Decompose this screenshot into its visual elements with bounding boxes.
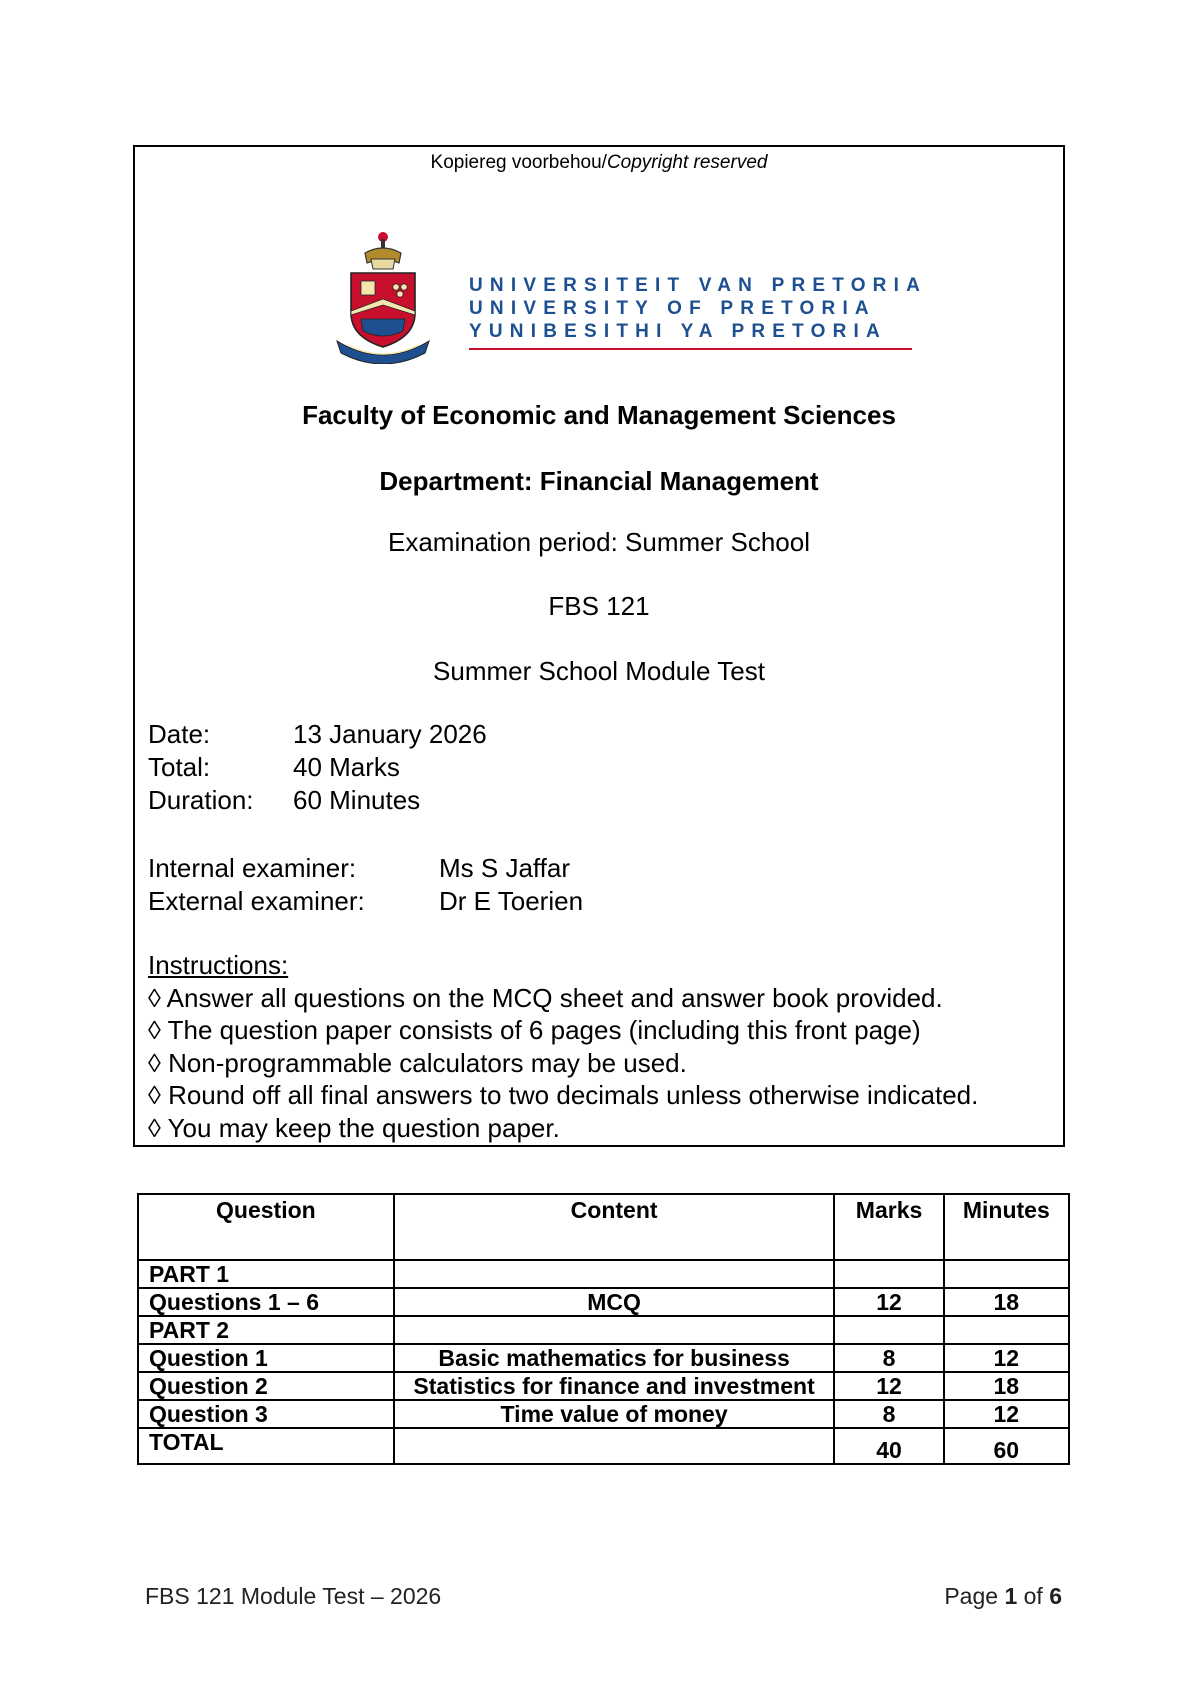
instruction-item: ◊ Answer all questions on the MCQ sheet and answer book provided. [148, 982, 943, 1013]
table-row [138, 1372, 1069, 1400]
header-question: Question [138, 1194, 394, 1260]
instructions-heading: Instructions: [148, 950, 289, 980]
table-row [138, 1400, 1069, 1428]
department-title: Department: Financial Management [379, 466, 819, 496]
exam-period: Examination period: Summer School [388, 527, 810, 557]
university-name-sepedi: YUNIBESITHI YA PRETORIA [469, 321, 887, 342]
marks-summary-table [137, 1193, 1070, 1465]
cell-marks: 8 [834, 1400, 943, 1428]
cell-content [394, 1316, 835, 1344]
copyright-notice: Kopiereg voorbehou/Copyright reserved [430, 152, 768, 173]
instruction-item: ◊ Round off all final answers to two decimals unless otherwise indicated. [148, 1080, 979, 1110]
table-header-row [138, 1194, 1069, 1260]
cell-total-label: TOTAL [138, 1428, 394, 1464]
header-marks: Marks [834, 1194, 943, 1260]
test-name: Summer School Module Test [433, 656, 765, 686]
test-details [148, 718, 487, 817]
total-value: 40 Marks [293, 752, 400, 782]
table-row [138, 1288, 1069, 1316]
cell-content [394, 1260, 835, 1288]
cell-marks [834, 1260, 943, 1288]
module-code: FBS 121 [548, 591, 650, 621]
cell-question: Question 2 [138, 1372, 394, 1400]
faculty-title: Faculty of Economic and Management Sciences [302, 400, 896, 430]
logo-underline [469, 348, 912, 350]
cell-minutes: 18 [944, 1372, 1069, 1400]
duration-value: 60 Minutes [293, 785, 421, 815]
header-content: Content [394, 1194, 835, 1260]
cell-question: PART 1 [138, 1260, 394, 1288]
examiners [148, 852, 583, 918]
cell-minutes [944, 1316, 1069, 1344]
cell-content: Statistics for finance and investment [394, 1372, 835, 1400]
external-examiner-row [148, 885, 583, 918]
cell-total-content [394, 1428, 835, 1464]
total-row [148, 751, 487, 784]
cell-marks: 8 [834, 1344, 943, 1372]
internal-examiner-label: Internal examiner: [148, 853, 357, 883]
cell-marks [834, 1316, 943, 1344]
table-total-row [138, 1428, 1069, 1464]
footer-module-test: FBS 121 Module Test – 2026 [145, 1583, 442, 1609]
cell-total-marks: 40 [834, 1428, 943, 1464]
cell-minutes [944, 1260, 1069, 1288]
cell-total-minutes: 60 [944, 1428, 1069, 1464]
cell-minutes: 12 [944, 1400, 1069, 1428]
cell-content: MCQ [394, 1288, 835, 1316]
instructions [148, 949, 978, 1144]
university-logo [333, 229, 927, 369]
cell-minutes: 18 [944, 1288, 1069, 1316]
instruction-item: ◊ You may keep the question paper. [148, 1112, 560, 1143]
duration-label: Duration: [148, 785, 254, 815]
table-row [138, 1344, 1069, 1372]
instruction-item: ◊ The question paper consists of 6 pages (including this front page) [148, 1015, 921, 1045]
instruction-item: ◊ Non-programmable calculators may be used. [148, 1047, 687, 1078]
date-row [148, 718, 487, 751]
internal-examiner-row [148, 852, 583, 885]
cell-content: Time value of money [394, 1400, 835, 1428]
university-names [469, 274, 927, 343]
footer-page-number: Page 1 of 6 [944, 1583, 1062, 1609]
cell-question: Questions 1 – 6 [138, 1288, 394, 1316]
internal-examiner-value: Ms S Jaffar [439, 853, 571, 883]
cell-question: Question 1 [138, 1344, 394, 1372]
cell-marks: 12 [834, 1288, 943, 1316]
cell-question: Question 3 [138, 1400, 394, 1428]
university-name-english: UNIVERSITY OF PRETORIA [469, 298, 876, 319]
cover-frame [133, 145, 1065, 1147]
cell-content: Basic mathematics for business [394, 1344, 835, 1372]
university-name-afrikaans: UNIVERSITEIT VAN PRETORIA [469, 275, 927, 296]
cell-marks: 12 [834, 1372, 943, 1400]
cell-question: PART 2 [138, 1316, 394, 1344]
duration-row [148, 784, 487, 817]
date-label: Date: [148, 719, 211, 749]
external-examiner-value: Dr E Toerien [439, 886, 584, 916]
total-label: Total: [148, 752, 211, 782]
header-minutes: Minutes [944, 1194, 1069, 1260]
university-crest-icon [333, 229, 433, 364]
table-row [138, 1316, 1069, 1344]
cell-minutes: 12 [944, 1344, 1069, 1372]
date-value: 13 January 2026 [293, 719, 487, 749]
external-examiner-label: External examiner: [148, 886, 365, 916]
table-row [138, 1260, 1069, 1288]
